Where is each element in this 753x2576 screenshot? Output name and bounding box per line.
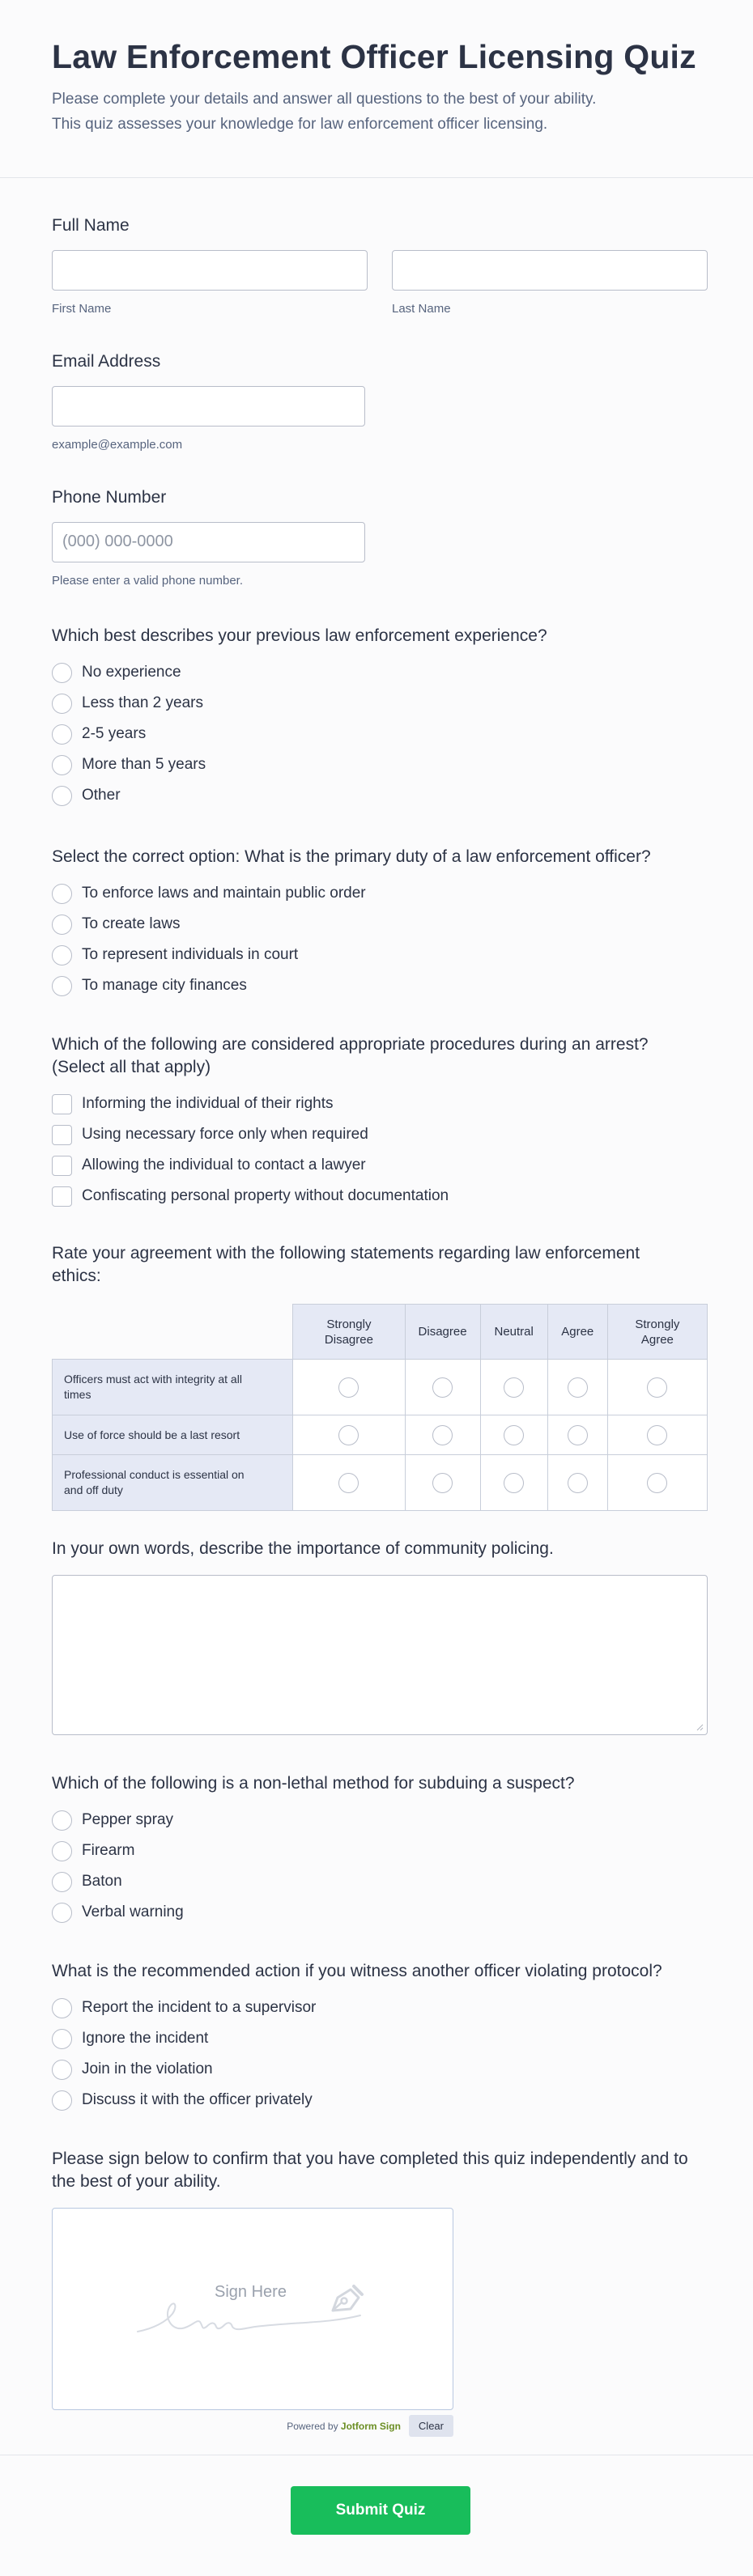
experience-option[interactable]: More than 5 years — [52, 749, 708, 780]
matrix-row-label: Officers must act with integrity at all times — [53, 1360, 293, 1415]
matrix-row-label: Professional conduct is essential on and off duty — [53, 1455, 293, 1511]
first-name-sublabel: First Name — [52, 302, 112, 316]
radio-button[interactable] — [52, 2090, 72, 2111]
matrix-radio[interactable] — [504, 1377, 524, 1398]
submit-quiz-button[interactable]: Submit Quiz — [291, 2486, 470, 2535]
checkbox[interactable] — [52, 1186, 72, 1207]
radio-button[interactable] — [52, 976, 72, 996]
nonlethal-options — [52, 1805, 708, 1928]
radio-button[interactable] — [52, 915, 72, 935]
ethics-label: Rate your agreement with the following statements regarding law enforcement ethics: — [52, 1244, 640, 1285]
community-question — [52, 1538, 708, 1735]
matrix-radio[interactable] — [568, 1473, 588, 1493]
matrix-radio[interactable] — [647, 1377, 667, 1398]
protocol-option[interactable]: Join in the violation — [52, 2054, 708, 2085]
signature-footer — [52, 2415, 453, 2437]
experience-label: Which best describes your previous law enforcement experience? — [52, 626, 547, 645]
experience-option[interactable]: Other — [52, 780, 708, 811]
form-header — [0, 0, 753, 178]
matrix-radio[interactable] — [432, 1473, 453, 1493]
community-label: In your own words, describe the importance of community policing. — [52, 1539, 554, 1558]
radio-button[interactable] — [52, 2029, 72, 2049]
powered-by-text: Powered by Jotform Sign — [287, 2420, 401, 2432]
matrix-column-header: Neutral — [480, 1305, 547, 1360]
experience-option[interactable]: 2-5 years — [52, 719, 708, 749]
full-name-section — [52, 214, 708, 316]
matrix-corner — [53, 1305, 293, 1360]
matrix-radio[interactable] — [338, 1425, 359, 1445]
experience-option[interactable]: No experience — [52, 657, 708, 688]
checkbox[interactable] — [52, 1156, 72, 1176]
nonlethal-label: Which of the following is a non-lethal method for subduing a suspect? — [52, 1774, 575, 1793]
subtitle-line-2: This quiz assesses your knowledge for law enforcement officer licensing. — [52, 116, 548, 134]
primary-duty-option[interactable]: To create laws — [52, 909, 708, 940]
email-input[interactable] — [52, 386, 365, 427]
matrix-radio[interactable] — [504, 1473, 524, 1493]
matrix-row — [53, 1360, 708, 1415]
experience-option[interactable]: Less than 2 years — [52, 688, 708, 719]
primary-duty-options — [52, 878, 708, 1001]
email-section — [52, 350, 708, 452]
checkbox[interactable] — [52, 1094, 72, 1114]
arrest-label: Which of the following are considered appropriate procedures during an arrest? (Select all that apply) — [52, 1035, 649, 1076]
form-subtitle — [52, 87, 701, 137]
protocol-option[interactable]: Ignore the incident — [52, 2023, 708, 2054]
email-sublabel: example@example.com — [52, 438, 183, 452]
radio-button[interactable] — [52, 724, 72, 745]
radio-button[interactable] — [52, 755, 72, 775]
primary-duty-option[interactable]: To represent individuals in court — [52, 940, 708, 970]
matrix-radio[interactable] — [568, 1425, 588, 1445]
sign-here-placeholder: Sign Here — [215, 2283, 287, 2301]
radio-button[interactable] — [52, 945, 72, 965]
radio-button[interactable] — [52, 2060, 72, 2080]
matrix-column-header: Strongly Agree — [607, 1305, 707, 1360]
radio-button[interactable] — [52, 884, 72, 904]
nonlethal-option[interactable]: Pepper spray — [52, 1805, 708, 1835]
full-name-label: Full Name — [52, 216, 130, 235]
matrix-row — [53, 1415, 708, 1455]
nonlethal-option[interactable]: Baton — [52, 1866, 708, 1897]
resize-handle-icon[interactable] — [696, 1723, 704, 1731]
matrix-radio[interactable] — [432, 1425, 453, 1445]
matrix-row — [53, 1455, 708, 1511]
arrest-option[interactable]: Allowing the individual to contact a lawyer — [52, 1150, 708, 1181]
first-name-input[interactable] — [52, 250, 368, 291]
matrix-radio[interactable] — [338, 1473, 359, 1493]
arrest-option[interactable]: Using necessary force only when required — [52, 1119, 708, 1150]
radio-button[interactable] — [52, 1841, 72, 1861]
arrest-option[interactable]: Informing the individual of their rights — [52, 1089, 708, 1119]
protocol-question — [52, 1960, 708, 2116]
arrest-option[interactable]: Confiscating personal property without documentation — [52, 1181, 708, 1212]
protocol-options — [52, 1992, 708, 2116]
form-title: Law Enforcement Officer Licensing Quiz — [52, 38, 696, 75]
clear-signature-button[interactable]: Clear — [409, 2415, 453, 2437]
matrix-radio[interactable] — [432, 1377, 453, 1398]
phone-section — [52, 486, 708, 588]
matrix-radio[interactable] — [568, 1377, 588, 1398]
community-textarea[interactable] — [52, 1575, 708, 1735]
phone-sublabel: Please enter a valid phone number. — [52, 574, 243, 588]
matrix-row-label: Use of force should be a last resort — [53, 1415, 293, 1455]
phone-label: Phone Number — [52, 488, 167, 507]
signature-pad[interactable] — [52, 2208, 453, 2410]
radio-button[interactable] — [52, 694, 72, 714]
primary-duty-label: Select the correct option: What is the primary duty of a law enforcement officer? — [52, 847, 651, 866]
radio-button[interactable] — [52, 663, 72, 683]
signature-label: Please sign below to confirm that you have completed this quiz independently and to the best of your ability. — [52, 2149, 688, 2191]
pen-nib-icon — [325, 2283, 364, 2319]
primary-duty-option[interactable]: To manage city finances — [52, 970, 708, 1001]
email-label: Email Address — [52, 352, 161, 371]
matrix-radio[interactable] — [647, 1473, 667, 1493]
radio-button[interactable] — [52, 1872, 72, 1892]
subtitle-line-1: Please complete your details and answer all questions to the best of your ability. — [52, 91, 597, 108]
protocol-option[interactable]: Discuss it with the officer privately — [52, 2085, 708, 2116]
nonlethal-question — [52, 1772, 708, 1928]
radio-button[interactable] — [52, 1903, 72, 1923]
matrix-radio[interactable] — [504, 1425, 524, 1445]
matrix-column-header: Disagree — [405, 1305, 480, 1360]
matrix-column-header: Strongly Disagree — [293, 1305, 405, 1360]
phone-input[interactable]: (000) 000-0000 — [52, 522, 365, 562]
nonlethal-option[interactable]: Verbal warning — [52, 1897, 708, 1928]
last-name-input[interactable] — [392, 250, 708, 291]
signature-section — [52, 2148, 708, 2437]
checkbox[interactable] — [52, 1125, 72, 1145]
radio-button[interactable] — [52, 1810, 72, 1831]
protocol-option[interactable]: Report the incident to a supervisor — [52, 1992, 708, 2023]
matrix-column-header: Agree — [547, 1305, 607, 1360]
radio-button[interactable] — [52, 786, 72, 806]
protocol-label: What is the recommended action if you witness another officer violating protocol? — [52, 1962, 662, 1980]
experience-question — [52, 625, 708, 811]
matrix-radio[interactable] — [338, 1377, 359, 1398]
arrest-question — [52, 1033, 708, 1212]
primary-duty-option[interactable]: To enforce laws and maintain public order — [52, 878, 708, 909]
experience-options — [52, 657, 708, 811]
signature-scribble-icon — [53, 2209, 454, 2411]
radio-button[interactable] — [52, 1998, 72, 2018]
primary-duty-question — [52, 846, 708, 1001]
last-name-sublabel: Last Name — [392, 302, 451, 316]
ethics-question — [52, 1242, 708, 1511]
nonlethal-option[interactable]: Firearm — [52, 1835, 708, 1866]
ethics-matrix — [52, 1304, 708, 1511]
arrest-options — [52, 1089, 708, 1212]
matrix-radio[interactable] — [647, 1425, 667, 1445]
